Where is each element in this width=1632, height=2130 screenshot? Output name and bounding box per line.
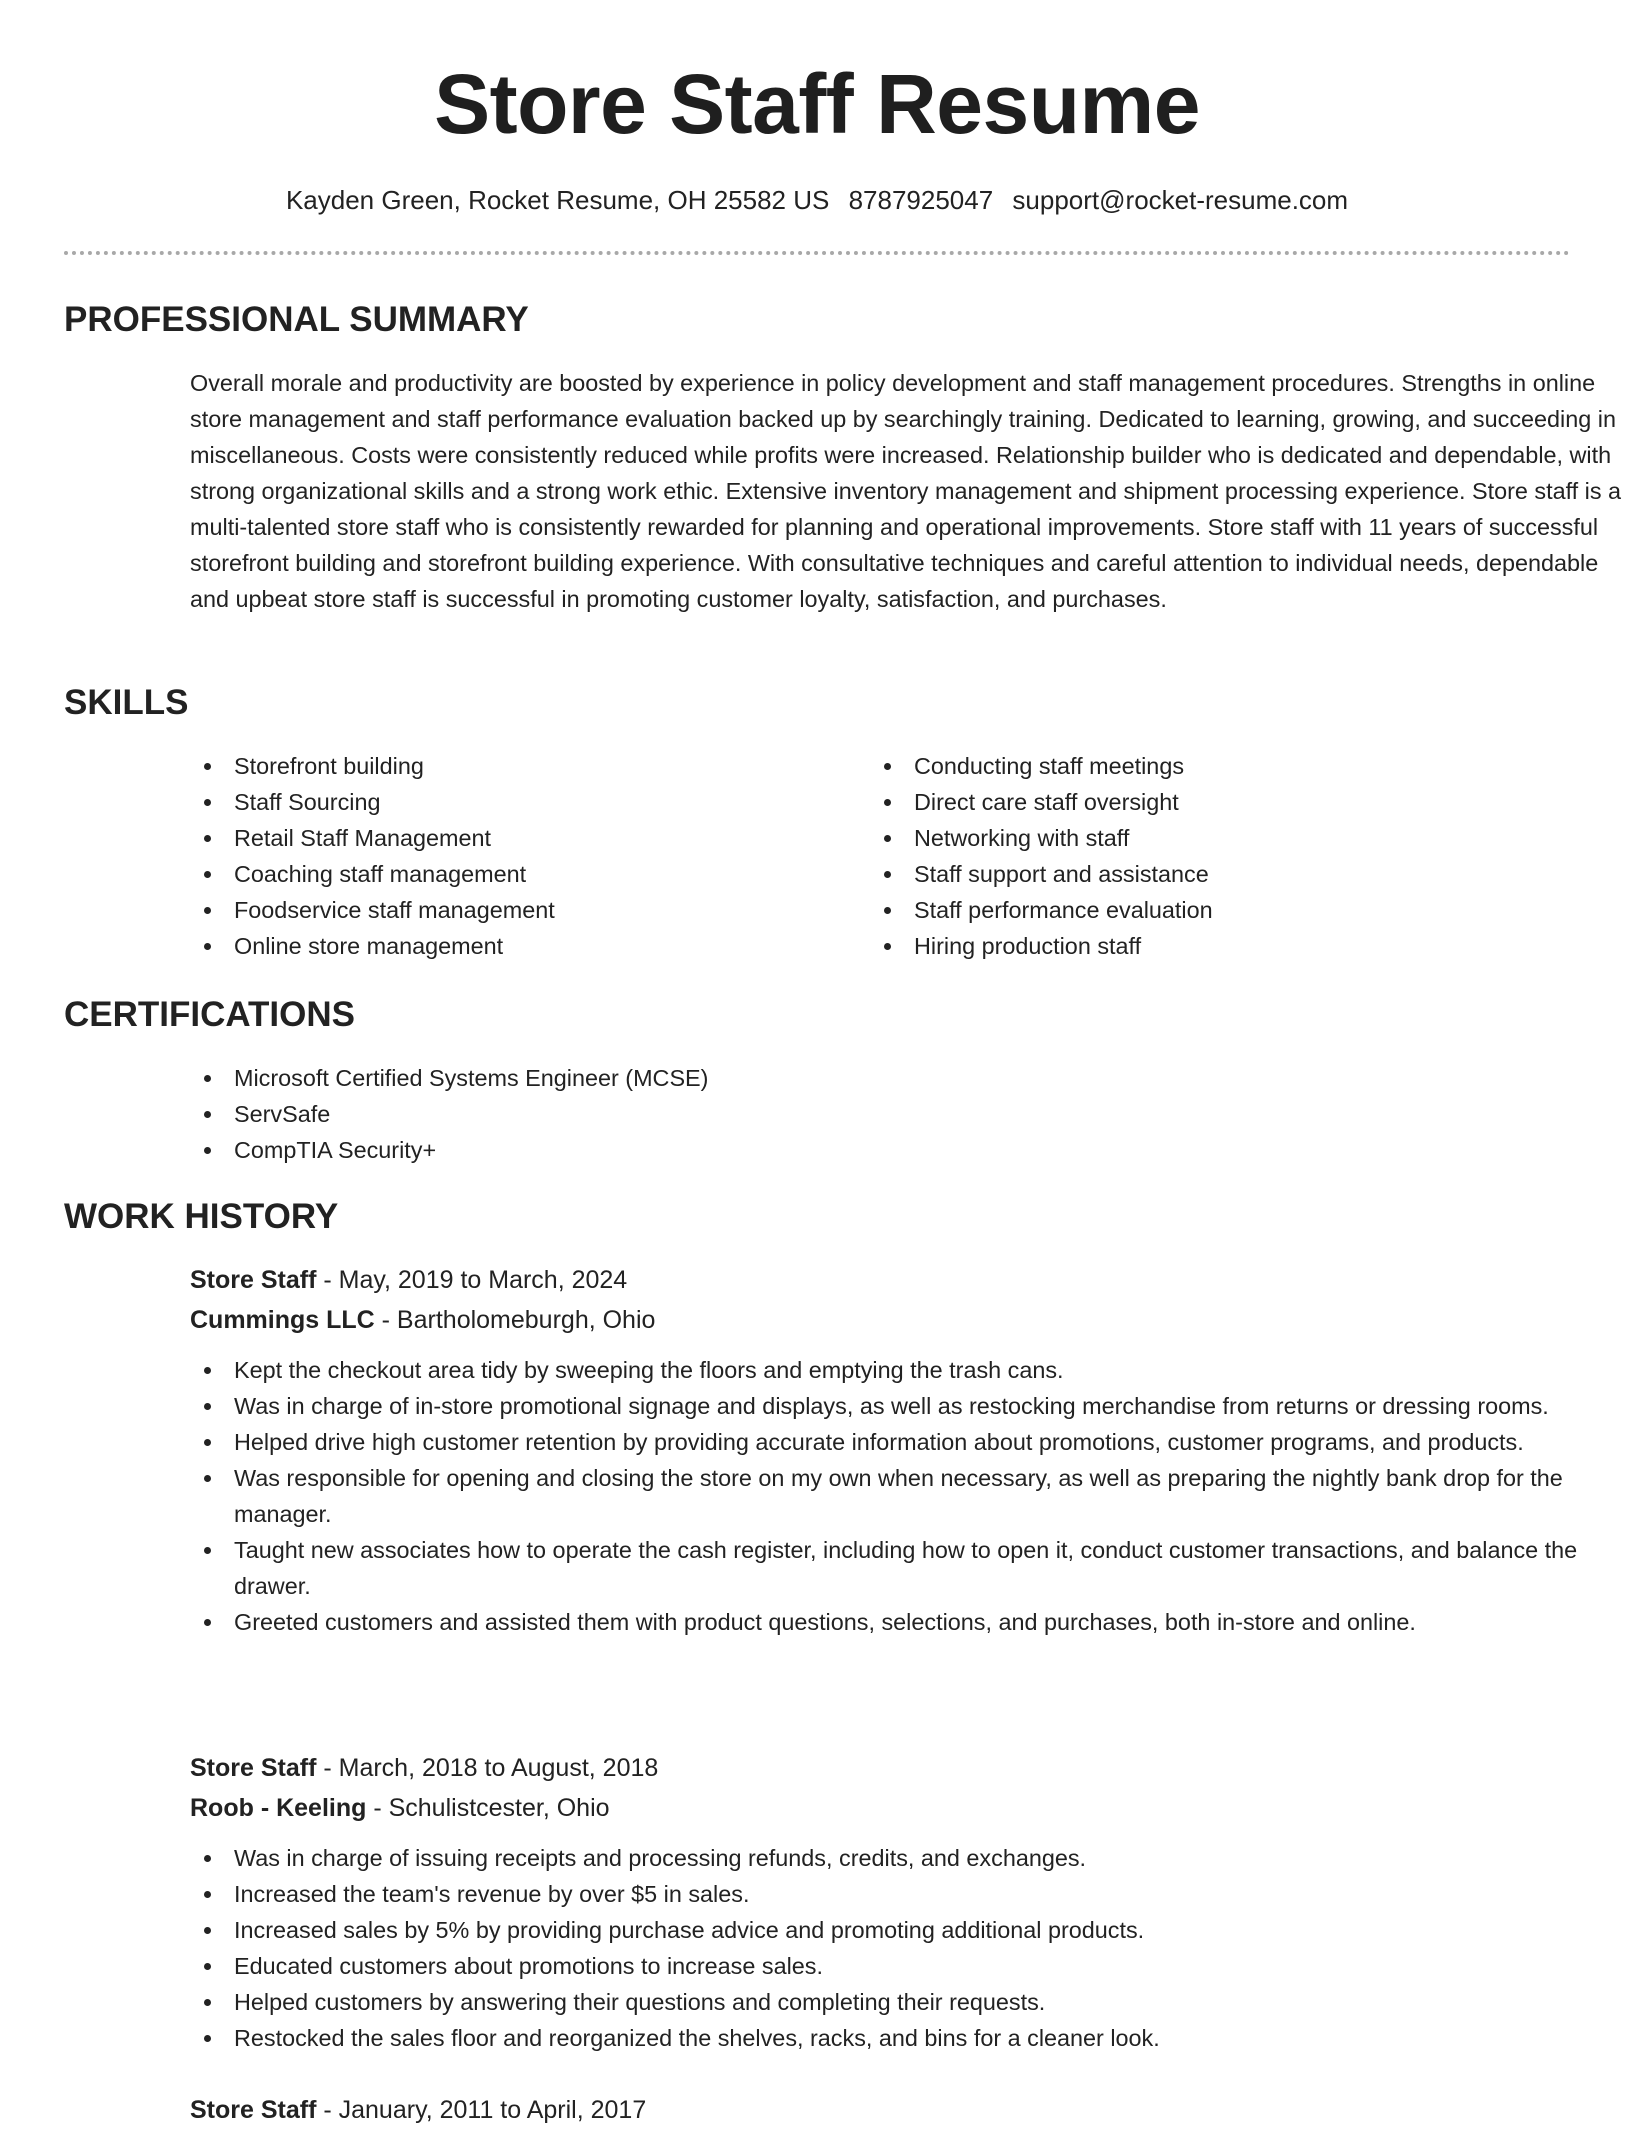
job-company-line [190,1788,1580,1828]
certifications-heading: CERTIFICATIONS [64,995,356,1034]
job-company: Cummings LLC [190,1306,375,1334]
job-bullet: Educated customers about promotions to increase sales. [190,1948,1580,1984]
contact-email: support@rocket-resume.com [1012,185,1349,215]
job-dates: - January, 2011 to April, 2017 [316,2096,647,2124]
job-bullet: Was in charge of issuing receipts and processing refunds, credits, and exchanges. [190,1840,1580,1876]
job-bullet: Helped customers by answering their questions and completing their requests. [190,1984,1580,2020]
job-title: Store Staff [190,1754,317,1782]
certifications-list [190,1060,990,1168]
contact-line [64,183,1570,217]
job-dates: - May, 2019 to March, 2024 [316,1266,628,1294]
contact-phone: 8787925047 [848,185,994,215]
certification-item: Microsoft Certified Systems Engineer (MCSE) [190,1060,990,1096]
job-bullet: Restocked the sales floor and reorganized the shelves, racks, and bins for a cleaner look. [190,2020,1580,2056]
job-title-line [190,1260,1580,1300]
job-bullet: Taught new associates how to operate the cash register, including how to open it, conduct customer transactions, and balance the drawer. [190,1532,1580,1604]
summary-text: Overall morale and productivity are boosted by experience in policy development and staff management procedures. Strengths in online store management and staff performance evaluation backed up by searchingly training. Dedicated to learning, growing, and succeeding in miscellaneous. Costs were consistently reduced while profits were increased. Relationship builder who is dedicated and dependable, with strong organizational skills and a strong work ethic. Extensive inventory management and shipment processing experience. Store staff is a multi-talented store staff who is consistently rewarded for planning and operational improvements. Store staff with 11 years of successful storefront building and storefront building experience. With consultative techniques and careful attention to individual needs, dependable and upbeat store staff is successful in promoting customer loyalty, satisfaction, and purchases. [190,370,1622,612]
skills-heading: SKILLS [64,683,189,722]
skill-item: Conducting staff meetings [870,748,1530,784]
job-entry [190,1748,1580,2056]
skill-item: Staff Sourcing [190,784,850,820]
skill-item: Networking with staff [870,820,1530,856]
skills-list-right [870,748,1530,964]
skill-item: Hiring production staff [870,928,1530,964]
job-bullet: Greeted customers and assisted them with product questions, selections, and purchases, both in-store and online. [190,1604,1580,1640]
skill-item: Storefront building [190,748,850,784]
certification-item: CompTIA Security+ [190,1132,990,1168]
job-title-line [190,2090,1580,2130]
job-bullet: Was in charge of in-store promotional signage and displays, as well as restocking merchandise from returns or dressing rooms. [190,1388,1580,1424]
job-title: Store Staff [190,2096,317,2124]
job-bullet: Was responsible for opening and closing the store on my own when necessary, as well as preparing the nightly bank drop for the manager. [190,1460,1580,1532]
contact-address: Kayden Green, Rocket Resume, OH 25582 US [285,185,830,215]
job-location: - Bartholomeburgh, Ohio [374,1306,656,1334]
job-bullets [190,1840,1580,2056]
skill-item: Coaching staff management [190,856,850,892]
job-entry [190,1260,1580,1640]
job-bullet: Kept the checkout area tidy by sweeping the floors and emptying the trash cans. [190,1352,1580,1388]
job-bullets [190,1352,1580,1640]
job-bullet: Increased sales by 5% by providing purchase advice and promoting additional products. [190,1912,1580,1948]
skill-item: Staff performance evaluation [870,892,1530,928]
job-title: Store Staff [190,1266,317,1294]
job-dates: - March, 2018 to August, 2018 [316,1754,659,1782]
page-title: Store Staff Resume [434,57,1200,151]
job-bullet: Increased the team's revenue by over $5 in sales. [190,1876,1580,1912]
job-title-line [190,1748,1580,1788]
header-divider [64,251,1570,255]
job-bullet: Helped drive high customer retention by providing accurate information about promotions, customer programs, and products. [190,1424,1580,1460]
work-history-heading: WORK HISTORY [64,1197,339,1236]
skill-item: Direct care staff oversight [870,784,1530,820]
job-location: - Schulistcester, Ohio [366,1794,610,1822]
job-company-line [190,1300,1580,1340]
job-entry [190,2090,1580,2130]
skill-item: Staff support and assistance [870,856,1530,892]
job-company: Roob - Keeling [190,1794,367,1822]
certification-item: ServSafe [190,1096,990,1132]
summary-heading: PROFESSIONAL SUMMARY [64,300,529,339]
skill-item: Foodservice staff management [190,892,850,928]
skills-list-left [190,748,850,964]
skill-item: Online store management [190,928,850,964]
skill-item: Retail Staff Management [190,820,850,856]
